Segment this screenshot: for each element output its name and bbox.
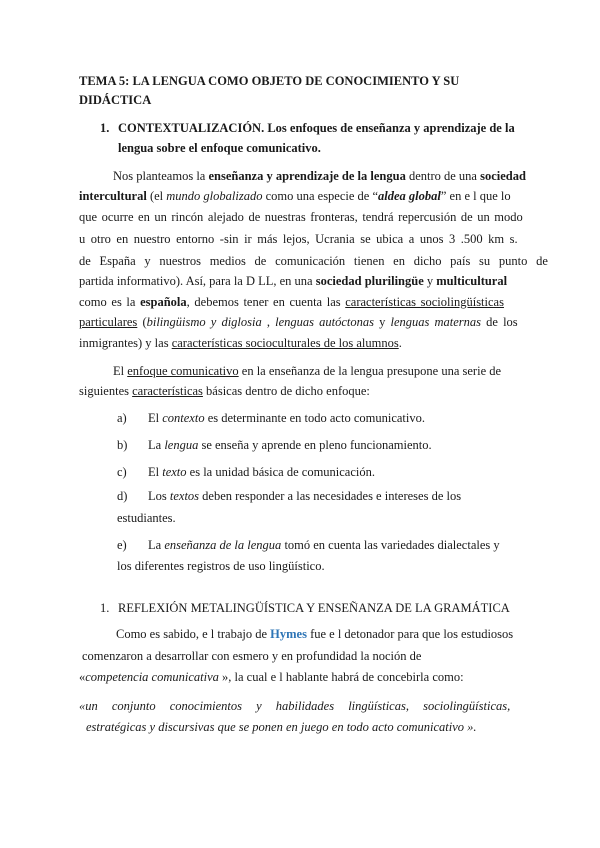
list-item-marker: d) <box>117 489 128 503</box>
bold-text: multicultural <box>436 274 508 288</box>
list-item-marker: a) <box>117 411 127 425</box>
italic-text: bilingüismo y diglosia <box>146 315 262 329</box>
section-2-number: 1. <box>100 601 110 615</box>
section-1-heading <box>118 121 515 136</box>
text: fue e l detonador para que los estudiosos <box>306 627 514 641</box>
text: El <box>113 364 128 378</box>
quote-line-2: estratégicas y discursivas que se ponen en juego en todo acto comunicativo ». <box>86 720 477 734</box>
section-1-heading-b: Los enfoques de enseñanza y aprendizaje de la <box>267 121 515 135</box>
bold-text: intercultural <box>79 189 147 203</box>
text: ( <box>137 315 147 329</box>
text: « <box>79 670 86 684</box>
underlined-text: características sociolingüísticas <box>345 295 504 309</box>
italic-text: textos <box>169 489 200 503</box>
text: es la unidad básica de comunicación. <box>186 465 376 479</box>
paragraph-2-line-1 <box>113 364 501 379</box>
italic-text: lenguas maternas <box>390 315 482 329</box>
text: , debemos tener en cuenta las <box>186 295 346 309</box>
paragraph-1-line-4: u otro en nuestro entorno -sin ir más lejos, Ucrania se ubica a unos 3 .500 km s. <box>79 232 518 246</box>
italic-text: contexto <box>162 411 205 425</box>
underlined-text: particulares <box>79 315 138 329</box>
text: inmigrantes) y las <box>79 336 172 350</box>
text: (el <box>146 189 167 203</box>
section-1-heading-c: lengua sobre el enfoque comunicativo. <box>118 141 321 155</box>
paragraph-1-line-2 <box>79 189 511 204</box>
paragraph-1-line-7 <box>79 295 504 310</box>
paragraph-1-line-8 <box>79 315 518 330</box>
italic-text: lengua <box>164 438 199 452</box>
text: y <box>373 315 391 329</box>
text: de los <box>481 315 518 329</box>
section-1-heading-a: CONTEXTUALIZACIÓN. <box>118 121 265 135</box>
text: se enseña y aprende en pleno funcionamiento. <box>198 438 432 452</box>
underlined-text: enfoque comunicativo <box>127 364 239 378</box>
italic-text: mundo globalizado <box>166 189 263 203</box>
text: La <box>148 438 165 452</box>
italic-text: enseñanza de la lengua <box>164 538 282 552</box>
paragraph-1-line-6 <box>79 274 507 289</box>
section-2-heading: REFLEXIÓN METALINGÜÍSTICA Y ENSEÑANZA DE LA GRAMÁTICA <box>118 601 510 615</box>
bold-text: española <box>140 295 187 309</box>
text: El <box>148 465 163 479</box>
paragraph-3-line-1 <box>116 627 513 642</box>
paragraph-3-line-3 <box>79 670 464 685</box>
text: básicas dentro de dicho enfoque: <box>202 384 370 398</box>
text: Como es sabido, e l trabajo de <box>116 627 271 641</box>
list-item-marker: e) <box>117 538 127 552</box>
italic-text: texto <box>162 465 187 479</box>
paragraph-1-line-1 <box>113 169 526 184</box>
text: ” en e l que lo <box>440 189 511 203</box>
text: como es la <box>79 295 141 309</box>
paragraph-3-line-2: comenzaron a desarrollar con esmero y en profundidad la noción de <box>82 649 422 663</box>
bold-text: sociedad <box>480 169 526 183</box>
paragraph-1-line-5: de España y nuestros medios de comunicación tienen en dicho país su punto de <box>79 254 548 268</box>
text: siguientes <box>79 384 133 398</box>
underlined-text: características socioculturales de los alumnos <box>171 336 399 350</box>
bold-text: sociedad plurilingüe <box>315 274 424 288</box>
list-item-continuation: los diferentes registros de uso lingüístico. <box>117 559 325 573</box>
text: . <box>398 336 402 350</box>
text: Los <box>148 489 170 503</box>
text: , <box>261 315 276 329</box>
list-item <box>148 438 432 453</box>
list-item-continuation: estudiantes. <box>117 511 176 525</box>
paragraph-1-line-3: que ocurre en un rincón alejado de nuestras fronteras, tendrá repercusión de un modo <box>79 210 523 224</box>
list-item <box>148 538 500 553</box>
document-title-line-2: DIDÁCTICA <box>79 93 152 107</box>
bold-text: enseñanza y aprendizaje de la lengua <box>208 169 406 183</box>
list-item <box>148 489 461 504</box>
list-item-marker: b) <box>117 438 128 452</box>
text: La <box>148 538 165 552</box>
section-1-number: 1. <box>100 121 110 135</box>
text: dentro de una <box>405 169 481 183</box>
text: y <box>423 274 437 288</box>
text: El <box>148 411 163 425</box>
text: en la enseñanza de la lengua presupone una serie de <box>238 364 502 378</box>
text: », la cual e l hablante habrá de concebirla como: <box>218 670 464 684</box>
list-item <box>148 465 375 480</box>
underlined-text: características <box>132 384 203 398</box>
text: Nos planteamos la <box>113 169 209 183</box>
quote-line-1: «un conjunto conocimientos y habilidades lingüísticas, sociolingüísticas, <box>79 699 511 713</box>
italic-text: competencia comunicativa <box>85 670 219 684</box>
bold-italic-text: aldea global <box>378 189 441 203</box>
highlighted-name: Hymes <box>270 627 307 641</box>
text: partida informativo). Así, para la D LL, en una <box>79 274 316 288</box>
italic-text: lenguas autóctonas <box>275 315 374 329</box>
list-item-marker: c) <box>117 465 127 479</box>
text: es determinante en todo acto comunicativo. <box>204 411 425 425</box>
text: como una especie de “ <box>262 189 379 203</box>
paragraph-1-line-9 <box>79 336 402 351</box>
paragraph-2-line-2 <box>79 384 370 399</box>
text: deben responder a las necesidades e intereses de los <box>199 489 462 503</box>
document-title-line-1: TEMA 5: LA LENGUA COMO OBJETO DE CONOCIMIENTO Y SU <box>79 74 460 88</box>
list-item <box>148 411 425 426</box>
text: tomó en cuenta las variedades dialectales y <box>281 538 500 552</box>
